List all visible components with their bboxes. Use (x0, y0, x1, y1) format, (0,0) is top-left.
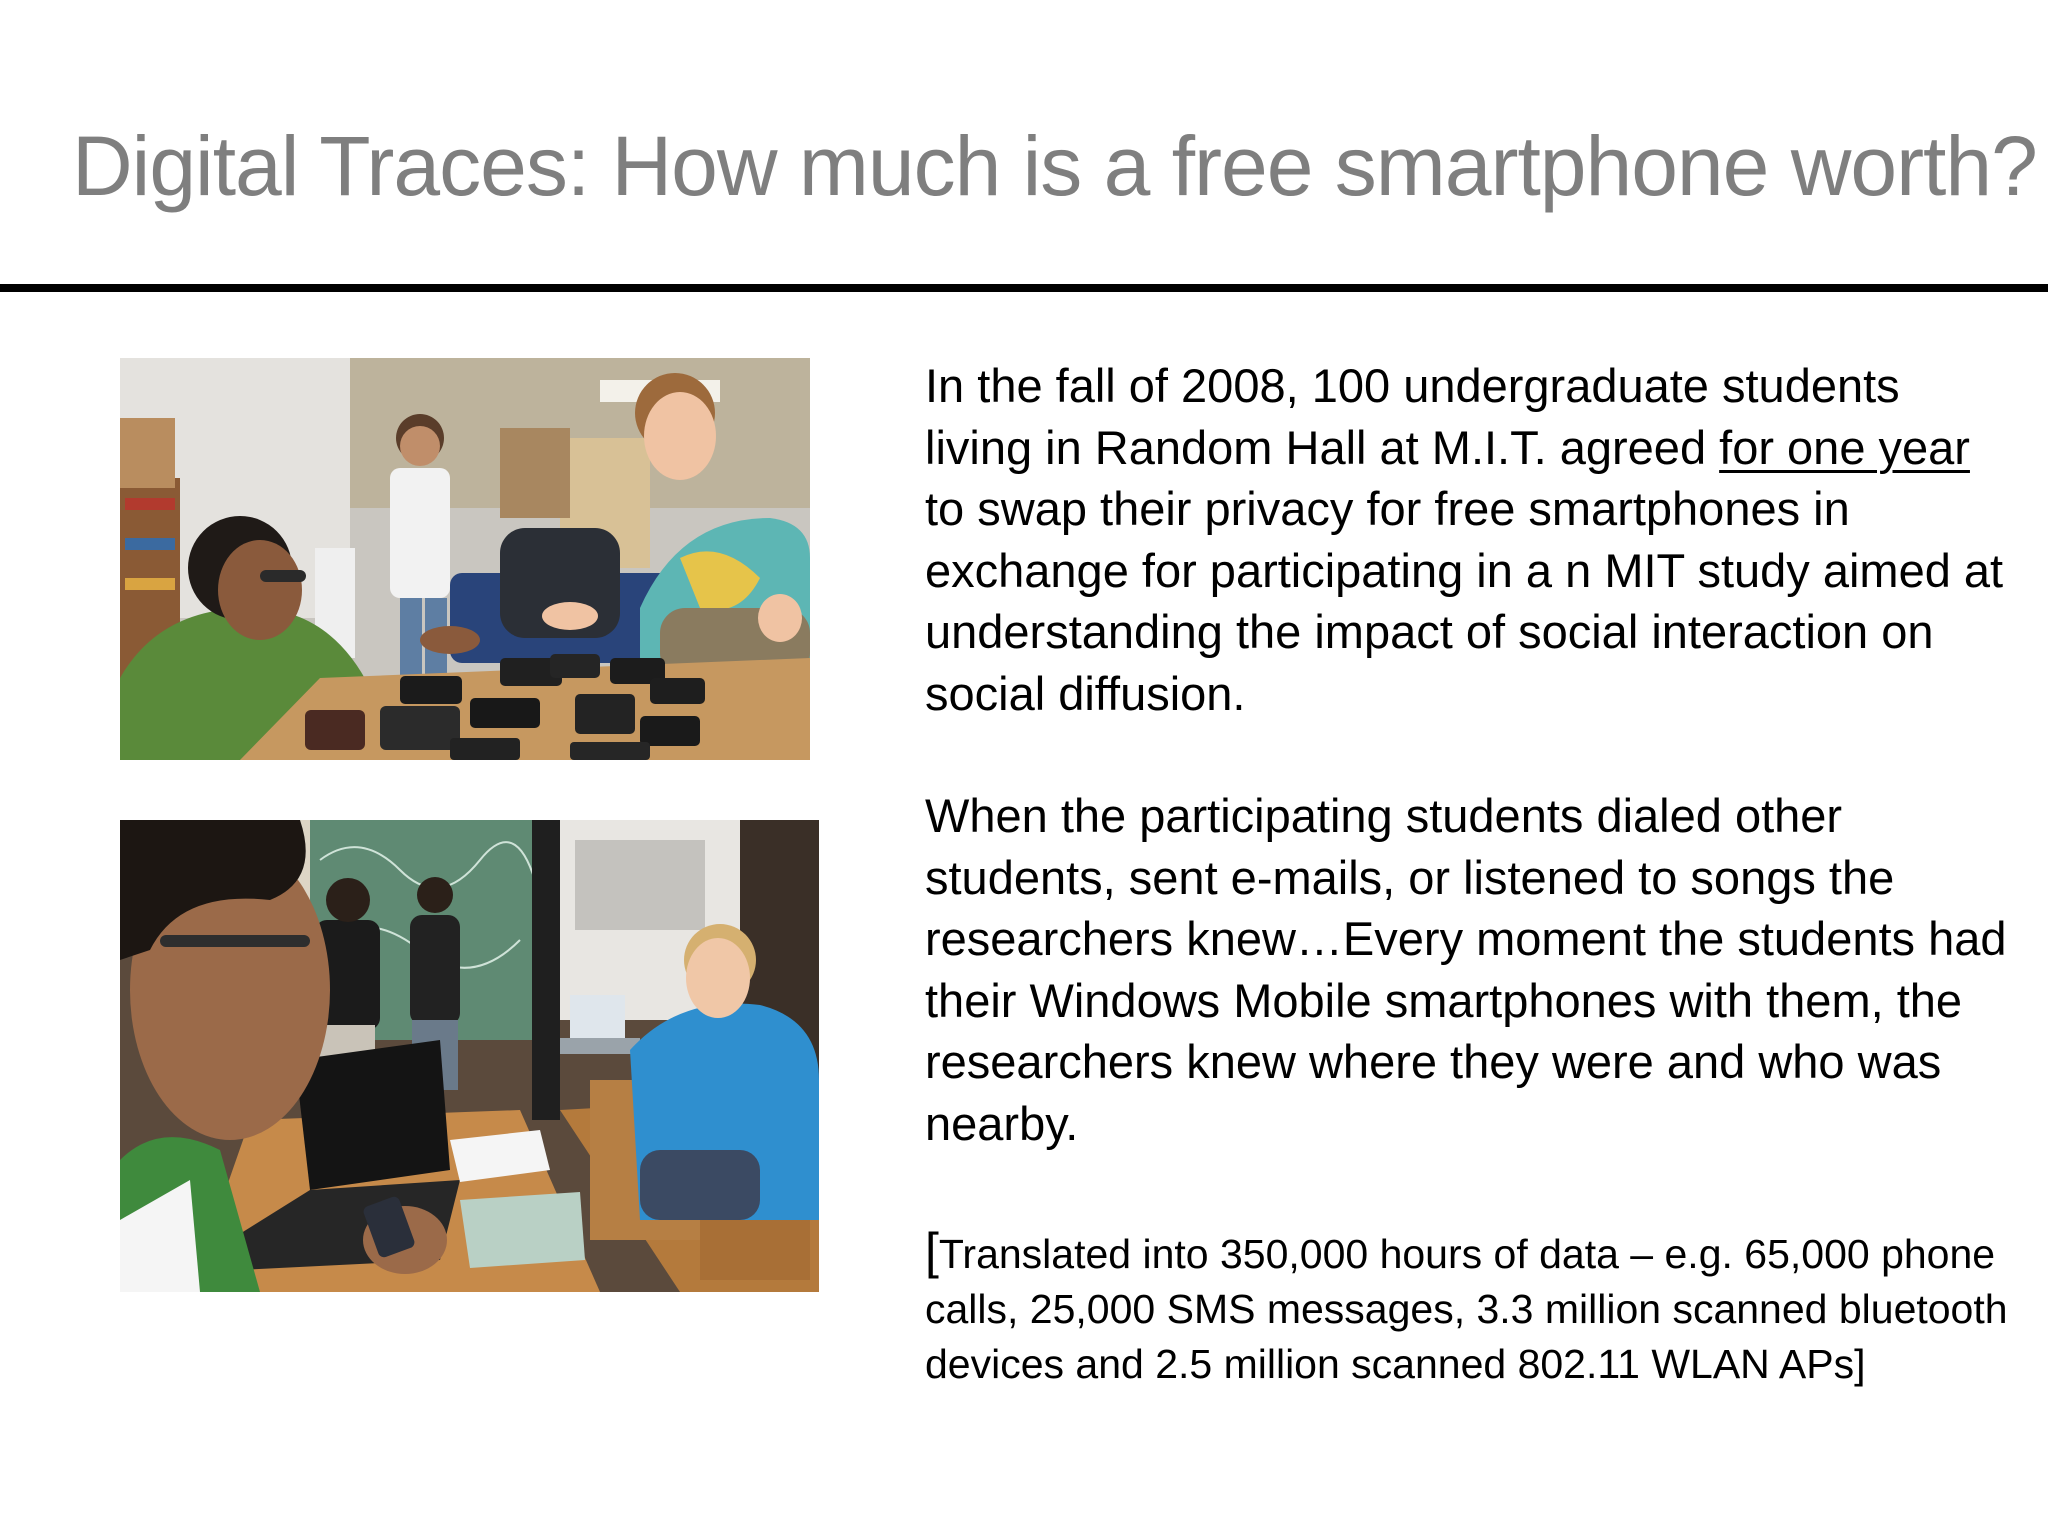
photo-students-with-phones (120, 358, 810, 760)
paragraph-data-volume (925, 1224, 2015, 1392)
title-divider (0, 284, 2048, 292)
paragraph-data-volume-text: Translated into 350,000 hours of data – e.g. 65,000 phone calls, 25,000 SMS messages, 3.3 million scanned bluetooth devices and 2.5 million scanned 802.11 WLAN APs] (925, 1231, 2008, 1387)
photo-students-with-phones-image (120, 358, 810, 760)
underlined-duration: for one year (1719, 420, 1970, 474)
slide-body-text (925, 355, 2015, 1392)
paragraph-data-collection: When the participating students dialed other students, sent e-mails, or listened to songs the researchers knew…Every moment the students had their Windows Mobile smartphones with them, the researchers knew where they were and who was nearby. (925, 789, 2007, 1150)
bracket-open: [ (925, 1223, 939, 1279)
slide-title: Digital Traces: How much is a free smartphone worth? (72, 119, 2037, 213)
photo-students-with-laptops-image (120, 820, 819, 1292)
paragraph-study-description-part2: to swap their privacy for free smartphones in exchange for participating in a n MIT study aimed at understanding the impact of social interaction on social diffusion. (925, 482, 2004, 720)
paragraph-study-description-part1: In the fall of 2008, 100 undergraduate students living in Random Hall at M.I.T. agreed (925, 359, 1900, 474)
paragraph-study-description (925, 355, 2015, 724)
photo-students-with-laptops (120, 820, 819, 1292)
